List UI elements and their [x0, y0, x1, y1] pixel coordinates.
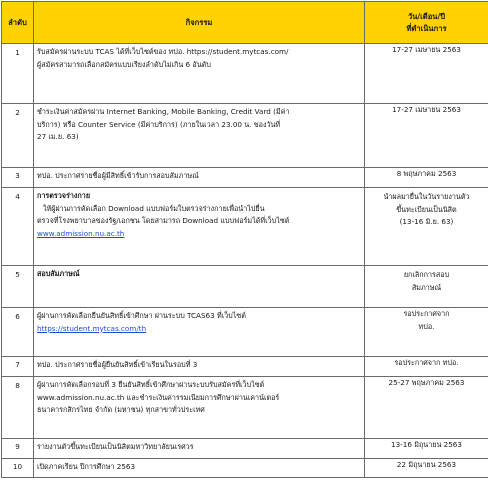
date-cell — [365, 459, 488, 478]
activity-cell — [34, 377, 365, 439]
table-row — [2, 439, 488, 459]
activity-cell — [34, 188, 365, 266]
activity-line: ผู้ผ่านการคัดเลือกรอบที่ 3 ยืนยันสิทธิ์เข้าศึกษาผ่านระบบรับสมัครที่เว็บไซต์ — [37, 380, 265, 389]
schedule-table — [1, 1, 488, 478]
row-number — [2, 357, 34, 377]
table-row — [2, 266, 488, 308]
activity-cell — [34, 44, 365, 104]
row-number-text: 8 — [15, 381, 20, 390]
activity-title: สอบสัมภาษณ์ — [37, 269, 80, 278]
activity-line: เปิดภาคเรียน ปีการศึกษา 2563 — [37, 462, 136, 471]
header-date — [365, 2, 488, 44]
activity-line: ผู้ผ่านการคัดเลือกยืนยันสิทธิ์เข้าศึกษา ผ่านระบบ TCAS63 ที่เว็บไซต์ — [37, 311, 246, 320]
row-number-text: 6 — [15, 312, 20, 321]
table-row — [2, 104, 488, 168]
date-cell — [365, 104, 488, 168]
activity-line: ธนาคารกสิกรไทย จำกัด (มหาชน) ทุกสาขาทั่วประเทศ — [37, 405, 205, 415]
table-row — [2, 377, 488, 439]
activity-line: รับสมัครผ่านระบบ TCAS ได้ที่เว็บไซต์ของ ทปอ. https://student.mytcas.com/ — [37, 47, 289, 56]
table-header-row — [2, 2, 488, 44]
date-cell — [365, 308, 488, 357]
header-no: ลำดับ — [2, 2, 34, 44]
date-text: 17-27 เมษายน 2563 — [392, 45, 461, 54]
mytcas-link[interactable]: https://student.mytcas.com/th — [37, 323, 147, 333]
row-number — [2, 266, 34, 308]
table-row — [2, 308, 488, 357]
date-cell — [365, 266, 488, 308]
activity-cell — [34, 459, 365, 478]
activity-line: รายงานตัวขึ้นทะเบียนเป็นนิสิตมหาวิทยาลัยนเรศวร — [37, 442, 194, 451]
activity-line: ทปอ. ประกาศรายชื่อผู้มีสิทธิ์เข้ารับการสอบสัมภาษณ์ — [37, 171, 199, 180]
date-text: 13-16 มิถุนายน 2563 — [391, 440, 462, 449]
date-cell — [365, 168, 488, 188]
date-cell — [365, 357, 488, 377]
row-number-text: 9 — [15, 442, 20, 451]
activity-cell — [34, 168, 365, 188]
row-number — [2, 104, 34, 168]
date-line: รอประกาศจาก — [403, 309, 450, 318]
date-cell — [365, 44, 488, 104]
row-number — [2, 459, 34, 478]
row-number-text: 5 — [15, 270, 20, 279]
date-cell — [365, 188, 488, 266]
header-activity: กิจกรรม — [34, 2, 365, 44]
activity-cell — [34, 357, 365, 377]
row-number-text: 1 — [15, 48, 20, 57]
row-number — [2, 168, 34, 188]
date-line: ยกเลิกการสอบ — [403, 270, 450, 279]
date-text: 22 มิถุนายน 2563 — [396, 460, 457, 469]
date-text: รอประกาศจาก ทปอ. — [394, 358, 459, 367]
admission-link[interactable]: www.admission.nu.ac.th — [37, 228, 125, 238]
row-number-text: 4 — [15, 192, 20, 201]
date-line: (13-16 มิ.ย. 63) — [399, 217, 454, 227]
activity-cell — [34, 104, 365, 168]
row-number-text: 7 — [15, 360, 20, 369]
activity-line: ทปอ. ประกาศรายชื่อผู้ยืนยันสิทธิ์เข้าเรียนในรอบที่ 3 — [37, 360, 198, 369]
date-line: ทปอ. — [418, 321, 435, 331]
activity-line: 27 เม.ย. 63) — [37, 132, 79, 142]
activity-cell — [34, 308, 365, 357]
header-date-line1: วัน/เดือน/ปี — [407, 11, 446, 21]
table-row — [2, 168, 488, 188]
activity-line: ชำระเงินค่าสมัครผ่าน Internet Banking, Mobile Banking, Credit Vard (มีค่า — [37, 107, 290, 116]
row-number-text: 2 — [15, 108, 20, 117]
date-text: 8 พฤษภาคม 2563 — [396, 169, 457, 178]
table-row — [2, 44, 488, 104]
activity-cell — [34, 439, 365, 459]
date-cell — [365, 377, 488, 439]
activity-line: ตรวจที่โรงพยาบาลของรัฐ/เอกชน โดยสามารถ Download แบบฟอร์มได้ที่เว็บไซต์ — [37, 216, 290, 226]
row-number — [2, 44, 34, 104]
table-row — [2, 357, 488, 377]
row-number — [2, 377, 34, 439]
activity-line: ให้ผู้ผ่านการคัดเลือก Download แบบฟอร์มใบตรวจร่างกายเพื่อนำไปยื่น — [43, 203, 265, 213]
activity-title: การตรวจร่างกาย — [37, 191, 91, 200]
date-cell — [365, 439, 488, 459]
row-number — [2, 308, 34, 357]
date-text: 25-27 พฤษภาคม 2563 — [388, 378, 465, 387]
activity-line: บริการ) หรือ Counter Service (มีค่าบริการ) (ภายในเวลา 23.00 น. ของวันที่ — [37, 119, 281, 129]
activity-line: www.admission.nu.ac.th และชำระเงินค่ารรมเนียมการศึกษาผ่านเคาน์เตอร์ — [37, 392, 280, 402]
table-row — [2, 459, 488, 478]
row-number — [2, 188, 34, 266]
date-line: ขึ้นทะเบียนเป็นนิสิต — [396, 204, 457, 214]
date-line: นำผลมายื่นในวันรายงานตัว — [383, 192, 470, 201]
date-line: สัมภาษณ์ — [411, 282, 442, 292]
row-number-text: 10 — [12, 462, 23, 471]
table-row — [2, 188, 488, 266]
date-text: 17-27 เมษายน 2563 — [392, 105, 461, 114]
header-date-line2: ที่ดำเนินการ — [406, 23, 447, 33]
activity-line: ผู้สมัครสามารถเลือกสมัครแบบเรียงลำดับไม่เกิน 6 อันดับ — [37, 59, 211, 69]
row-number-text: 3 — [15, 171, 20, 180]
row-number — [2, 439, 34, 459]
activity-cell — [34, 266, 365, 308]
